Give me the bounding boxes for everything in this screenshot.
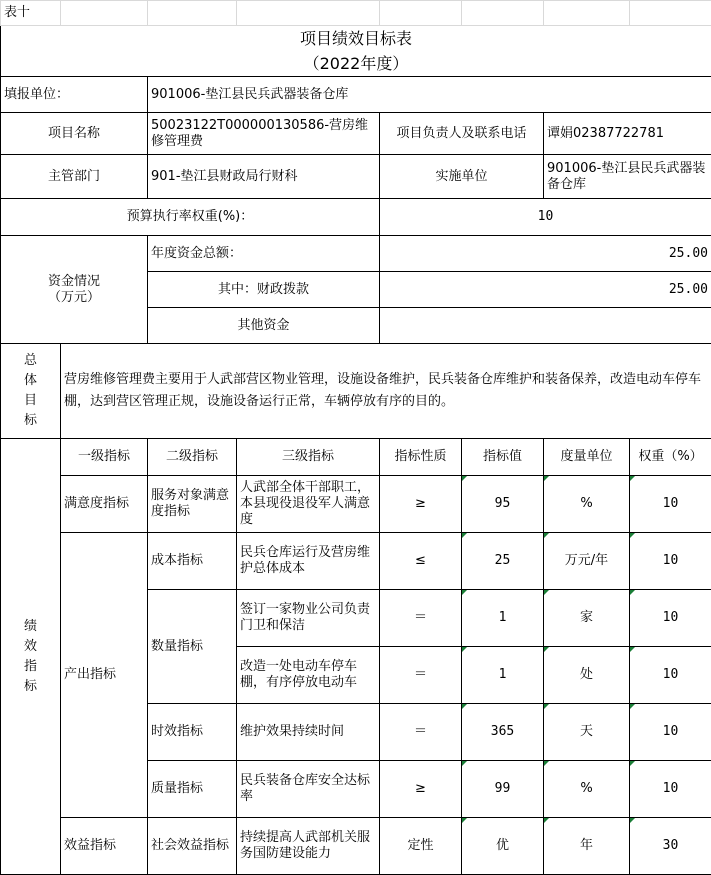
supervising-dept-label: 主管部门 [1,155,148,199]
supervising-dept-value: 901-垫江县财政局行财科 [148,155,380,199]
level1-metric: 效益指标 [61,818,148,875]
table-row [1,818,711,875]
project-name-label: 项目名称 [1,113,148,155]
metric-value: 99 [462,761,544,818]
column-header: 指标值 [462,439,544,476]
metric-unit: % [544,476,630,533]
empty-cell [148,1,237,26]
level1-metric: 满意度指标 [61,476,148,533]
reporting-unit-label: 填报单位： [1,77,148,113]
metric-nature: 定性 [380,818,462,875]
empty-cell [61,1,148,26]
overall-goal-text: 营房维修管理费主要用于人武部营区物业管理，设施设备维护，民兵装备仓库维护和装备保养，改造电动车停车棚，达到营区管理正规，设施设备运行正常，车辆停放有序的目的。 [61,344,711,439]
metric-nature: ≤ [380,533,462,590]
column-header: 二级指标 [148,439,237,476]
goal-label-char: 标 [4,411,57,431]
corner-label: 表十 [1,1,61,26]
empty-cell [630,1,711,26]
metric-value: 1 [462,590,544,647]
empty-cell [237,1,380,26]
goal-label-char: 目 [4,391,57,411]
overall-goal-label [1,344,61,439]
level2-metric: 时效指标 [148,704,237,761]
metric-nature: ＝ [380,647,462,704]
table-row [1,476,711,533]
metric-value: 365 [462,704,544,761]
level2-metric: 服务对象满意度指标 [148,476,237,533]
project-name-value: 50023122T000000130586-营房维修管理费 [148,113,380,155]
funds-label-line1: 资金情况 [4,274,144,290]
metric-unit: 万元/年 [544,533,630,590]
level3-metric: 人武部全体干部职工，本县现役退役军人满意度 [237,476,380,533]
contact-value: 谭娟02387722781 [544,113,711,155]
empty-cell [544,1,630,26]
level3-metric: 维护效果持续时间 [237,704,380,761]
level1-metric: 产出指标 [61,533,148,818]
reporting-unit-value: 901006-垫江县民兵武器装备仓库 [148,77,711,113]
metric-weight: 10 [630,533,711,590]
level3-metric: 民兵装备仓库安全达标率 [237,761,380,818]
metric-value: 1 [462,647,544,704]
empty-cell [380,1,462,26]
level3-metric: 改造一处电动车停车棚，有序停放电动车 [237,647,380,704]
goal-label-char: 总 [4,351,57,371]
budget-weight-value: 10 [380,199,711,236]
metric-nature: ≥ [380,476,462,533]
funds-total-value: 25.00 [380,236,711,272]
level3-metric: 民兵仓库运行及营房维护总体成本 [237,533,380,590]
metric-weight: 30 [630,818,711,875]
metrics-label-char: 指 [4,657,57,677]
metric-unit: 天 [544,704,630,761]
level2-metric: 成本指标 [148,533,237,590]
contact-label: 项目负责人及联系电话 [380,113,544,155]
metrics-label-char: 效 [4,637,57,657]
funds-label-line2: （万元） [4,290,144,306]
metric-weight: 10 [630,704,711,761]
table-row [1,533,711,590]
level3-metric: 持续提高人武部机关服务国防建设能力 [237,818,380,875]
metric-unit: % [544,761,630,818]
funds-fiscal-label: 其中：财政拨款 [148,272,380,308]
metric-weight: 10 [630,590,711,647]
level3-metric: 签订一家物业公司负责门卫和保洁 [237,590,380,647]
funds-other-label: 其他资金 [148,308,380,344]
metric-unit: 家 [544,590,630,647]
funds-fiscal-value: 25.00 [380,272,711,308]
funds-total-label: 年度资金总额： [148,236,380,272]
metrics-label-char: 绩 [4,617,57,637]
metric-value: 25 [462,533,544,590]
performance-metrics-label [1,439,61,875]
metric-unit: 年 [544,818,630,875]
column-header: 指标性质 [380,439,462,476]
level2-metric: 质量指标 [148,761,237,818]
level2-metric: 社会效益指标 [148,818,237,875]
column-header: 权重（%） [630,439,711,476]
metric-value: 优 [462,818,544,875]
empty-cell [462,1,544,26]
metric-weight: 10 [630,647,711,704]
implementing-unit-value: 901006-垫江县民兵武器装备仓库 [544,155,711,199]
page-title: 项目绩效目标表 [1,26,711,52]
year-subtitle: （2022年度） [1,52,711,77]
funds-other-value [380,308,711,344]
column-header: 度量单位 [544,439,630,476]
implementing-unit-label: 实施单位 [380,155,544,199]
funds-label [1,236,148,344]
metric-nature: ≥ [380,761,462,818]
metric-unit: 处 [544,647,630,704]
metric-weight: 10 [630,476,711,533]
column-header: 三级指标 [237,439,380,476]
metric-nature: ＝ [380,590,462,647]
column-header: 一级指标 [61,439,148,476]
metric-nature: ＝ [380,704,462,761]
level2-metric: 数量指标 [148,590,237,704]
goal-label-char: 体 [4,371,57,391]
budget-weight-label: 预算执行率权重(%)： [1,199,380,236]
metric-value: 95 [462,476,544,533]
metric-weight: 10 [630,761,711,818]
metrics-label-char: 标 [4,677,57,697]
